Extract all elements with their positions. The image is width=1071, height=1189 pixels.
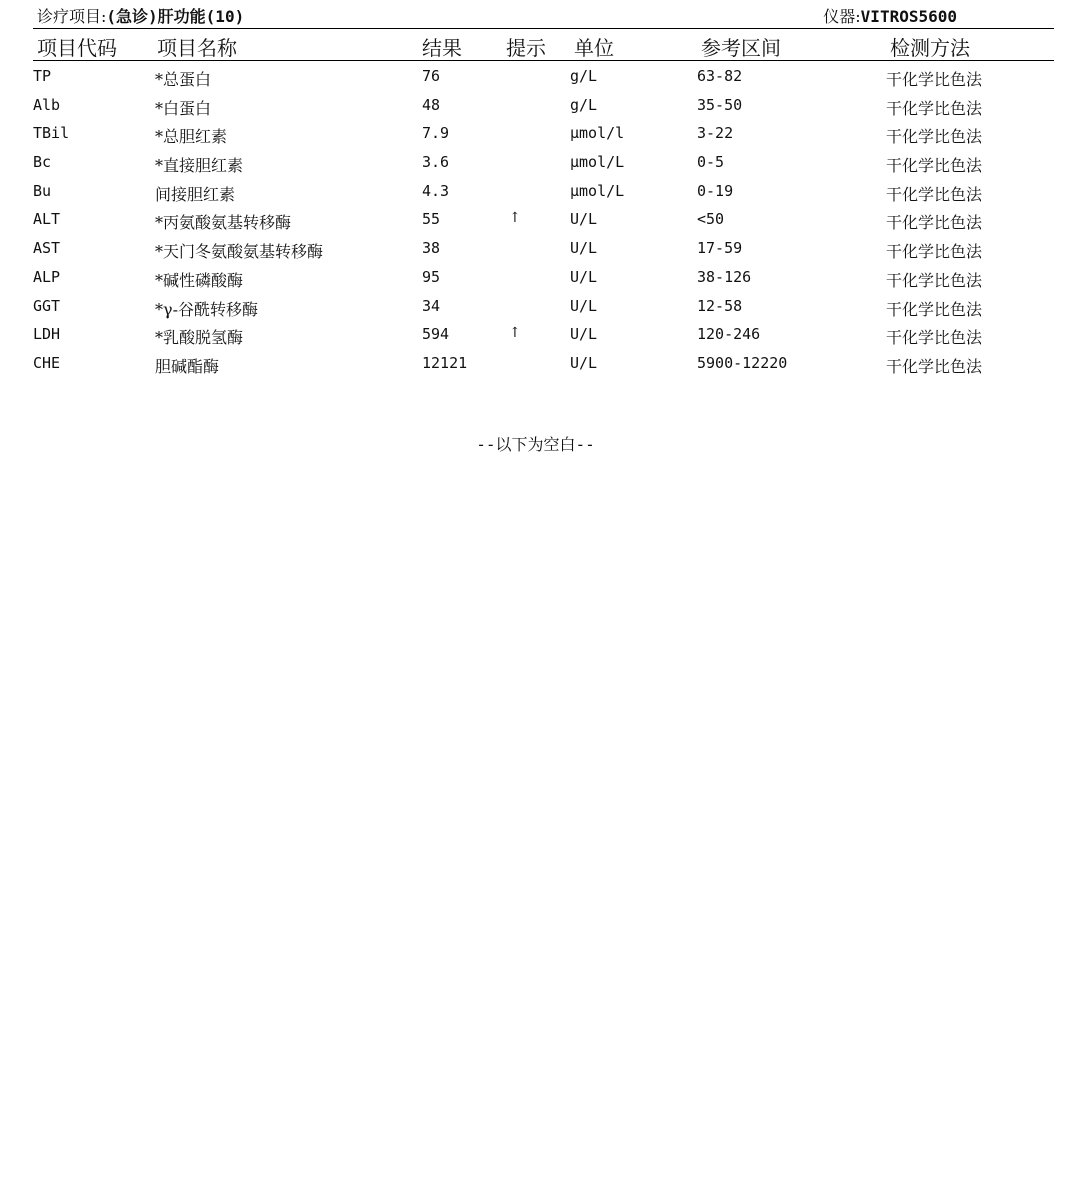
row-reference: 0-19 (697, 181, 734, 200)
row-code: CHE (33, 353, 61, 372)
row-result: 38 (422, 239, 441, 258)
table-row (33, 321, 1054, 350)
instrument-label: 仪器: (823, 7, 861, 26)
column-header-reference: 参考区间 (701, 36, 781, 60)
row-method: 干化学比色法 (886, 156, 983, 176)
table-row (33, 149, 1054, 178)
row-result: 3.6 (422, 153, 450, 172)
table-row (33, 293, 1054, 322)
header-top-rule (33, 28, 1054, 29)
row-reference: 12-58 (697, 296, 743, 315)
column-header-method: 检测方法 (890, 36, 970, 60)
row-name: *碱性磷酸酶 (155, 270, 244, 290)
column-header-flag: 提示 (506, 36, 546, 60)
instrument-info (823, 4, 957, 27)
row-flag: ↑ (509, 325, 521, 342)
row-unit: U/L (570, 296, 598, 315)
row-method: 干化学比色法 (886, 356, 983, 376)
table-row (33, 235, 1054, 264)
row-method: 干化学比色法 (886, 70, 983, 89)
row-code: ALT (33, 210, 61, 229)
report-header (33, 0, 1053, 28)
column-header-name: 项目名称 (157, 36, 237, 60)
row-result: 76 (422, 67, 441, 85)
row-unit: U/L (570, 353, 598, 372)
row-unit: μmol/l (570, 124, 625, 143)
row-result: 48 (422, 95, 441, 114)
row-code: TP (33, 67, 52, 85)
row-name: *γ-谷酰转移酶 (155, 299, 258, 319)
row-method: 干化学比色法 (886, 98, 983, 118)
row-result: 95 (422, 267, 441, 286)
table-row (33, 264, 1054, 293)
row-unit: U/L (570, 239, 598, 258)
row-method: 干化学比色法 (886, 127, 983, 147)
row-reference: 35-50 (697, 95, 743, 114)
table-row (33, 92, 1054, 121)
row-reference: 63-82 (697, 67, 743, 85)
project-label: 诊疗项目: (37, 7, 107, 26)
row-result: 7.9 (422, 124, 450, 143)
row-method: 干化学比色法 (886, 270, 983, 290)
row-name: *总蛋白 (155, 70, 212, 89)
table-row (33, 63, 1054, 92)
row-reference: 5900-12220 (697, 353, 788, 372)
row-unit: g/L (570, 67, 598, 85)
row-method: 干化学比色法 (886, 213, 983, 233)
table-row (33, 206, 1054, 235)
row-reference: 3-22 (697, 124, 734, 143)
row-code: ALP (33, 267, 61, 286)
column-header-unit: 单位 (574, 36, 614, 60)
row-result: 55 (422, 210, 441, 229)
project-info (37, 4, 244, 27)
row-reference: 17-59 (697, 239, 743, 258)
row-flag: ↑ (509, 210, 521, 227)
row-method: 干化学比色法 (886, 328, 983, 348)
row-code: Alb (33, 95, 61, 114)
instrument-value: VITROS5600 (860, 7, 957, 26)
column-header-result: 结果 (422, 36, 462, 60)
end-of-results-note: --以下为空白-- (476, 435, 595, 454)
table-row (33, 350, 1054, 379)
row-reference: 0-5 (697, 153, 725, 172)
row-code: AST (33, 239, 61, 258)
project-value: (急诊)肝功能(10) (106, 7, 245, 26)
row-method: 干化学比色法 (886, 299, 983, 319)
row-code: LDH (33, 325, 61, 344)
row-method: 干化学比色法 (886, 242, 983, 262)
row-name: *乳酸脱氢酶 (155, 328, 244, 348)
row-name: *总胆红素 (155, 127, 228, 147)
row-code: TBil (33, 124, 70, 143)
row-result: 594 (422, 325, 450, 344)
row-code: Bc (33, 153, 52, 172)
row-unit: g/L (570, 95, 598, 114)
row-unit: U/L (570, 267, 598, 286)
row-unit: μmol/L (570, 181, 625, 200)
row-result: 12121 (422, 353, 468, 372)
results-table (33, 63, 1054, 379)
row-unit: U/L (570, 210, 598, 229)
table-row (33, 178, 1054, 207)
row-name: *直接胆红素 (155, 156, 244, 176)
row-name: *天门冬氨酸氨基转移酶 (155, 242, 324, 262)
column-header-code: 项目代码 (37, 36, 117, 60)
row-name: *丙氨酸氨基转移酶 (155, 213, 292, 233)
table-row (33, 120, 1054, 149)
row-name: *白蛋白 (155, 98, 212, 118)
row-name: 间接胆红素 (155, 184, 236, 204)
row-code: Bu (33, 181, 52, 200)
row-result: 34 (422, 296, 441, 315)
row-unit: U/L (570, 325, 598, 344)
header-bottom-rule (33, 60, 1054, 61)
row-method: 干化学比色法 (886, 184, 983, 204)
row-code: GGT (33, 296, 61, 315)
row-reference: <50 (697, 210, 725, 229)
row-name: 胆碱酯酶 (155, 356, 220, 376)
row-reference: 120-246 (697, 325, 761, 344)
row-unit: μmol/L (570, 153, 625, 172)
table-header (33, 30, 1054, 60)
row-reference: 38-126 (697, 267, 752, 286)
row-result: 4.3 (422, 181, 450, 200)
